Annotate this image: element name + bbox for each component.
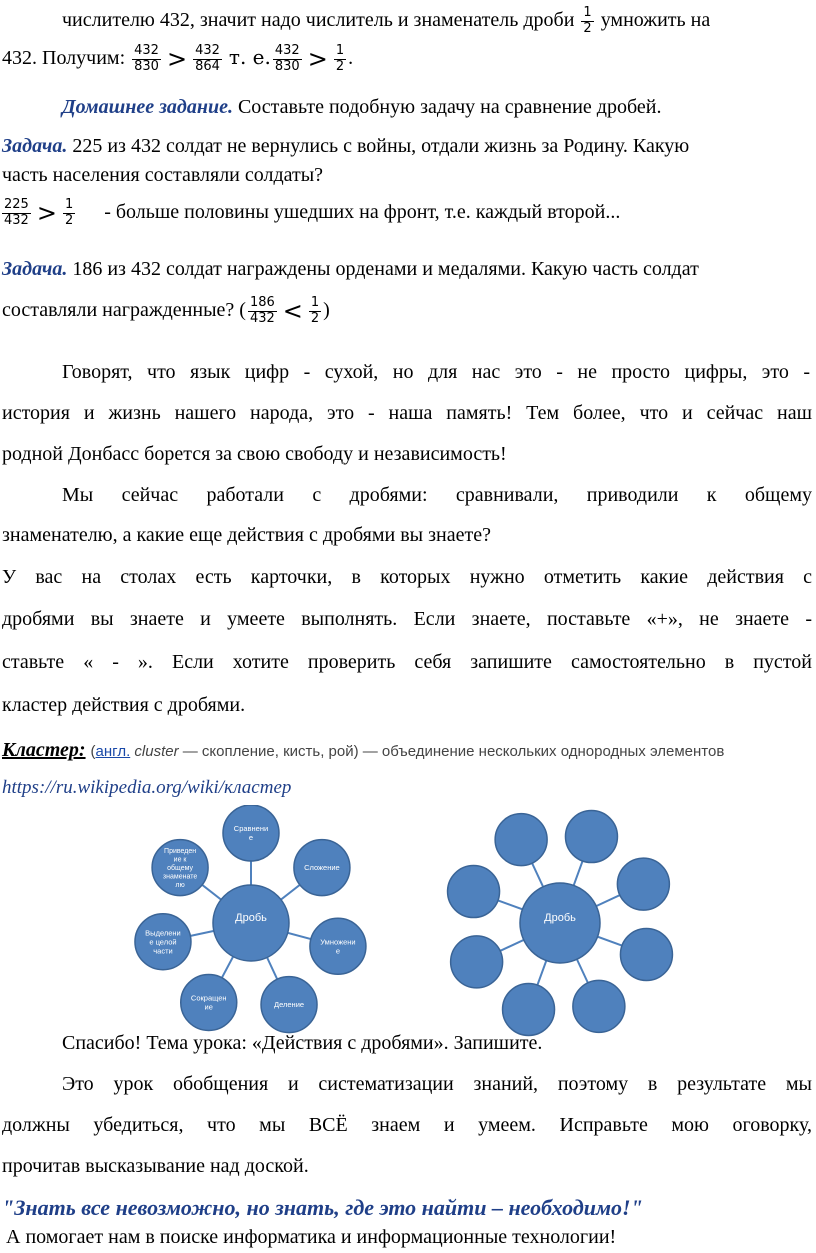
empty-node[interactable] (565, 811, 617, 863)
task1-line-2 (2, 164, 816, 187)
p1-line-3: родной Донбасс борется за свою свободу и независимость! (2, 443, 507, 465)
p2-line-1: Мы сейчас работали с дробями: сравнивали, приводили к общему (62, 484, 812, 506)
task1-text-2: часть населения составляли солдаты? (2, 164, 324, 186)
empty-node[interactable] (495, 814, 547, 866)
fraction-one-half-d: $\frac{1}{2}$ (310, 295, 320, 326)
node-label: знаменате (162, 873, 198, 881)
lang-link[interactable]: англ. (95, 743, 131, 760)
node-label: общему (167, 865, 194, 873)
node-label: е целой (149, 937, 177, 947)
p3-line-2: дробями вы знаете и умеете выполнять. Если знаете, поставьте «+», не знаете - (2, 608, 812, 630)
node-label: Выделени (145, 928, 181, 938)
fraction-432-830: $\frac{432}{830}$ (134, 43, 159, 74)
task2-line-1 (2, 258, 816, 281)
intro-text-a: числителю 432, значит надо числитель и знаменатель дроби (62, 9, 575, 32)
p1-line-1: Говорят, что язык цифр - сухой, но для нас это - не просто цифры, это - (62, 361, 810, 383)
task2-text-2: составляли награжденные? ( (2, 299, 246, 322)
p4-line-3: прочитав высказывание над доской. (2, 1155, 309, 1177)
task1-text-1: 225 из 432 солдат не вернулись с войны, отдали жизнь за Родину. Какую (72, 135, 690, 157)
fraction-186-432: $\frac{186}{432}$ (249, 295, 275, 326)
fraction-one-half-b: $\frac{1}{2}$ (335, 43, 345, 74)
intro-line-1 (62, 6, 816, 37)
node-label: ие (204, 1002, 213, 1012)
cluster-def-text: — скопление, кисть, рой) — объединение нескольких однородных элементов (182, 743, 725, 760)
empty-node[interactable] (503, 983, 555, 1035)
result-label: 432. Получим: (2, 47, 126, 70)
quote: "Знать все невозможно, но знать, где это найти – необходимо!" (2, 1195, 643, 1220)
task1-answer: - больше половины ушедших на фронт, т.е. каждый второй... (104, 201, 621, 224)
p4-line-2: должны убедиться, что мы ВСЁ знаем и умеем. Исправьте мою оговорку, (2, 1114, 812, 1136)
node-label: Сравнени (233, 824, 269, 834)
wiki-link[interactable]: https://ru.wikipedia.org/wiki/кластер (2, 777, 292, 798)
node-label: Приведен (164, 848, 197, 856)
fraction-one-half-c: $\frac{1}{2}$ (64, 197, 74, 228)
task1-line-1 (2, 135, 816, 158)
cluster-diagram-empty (448, 811, 673, 1036)
node-label: е (248, 833, 254, 843)
task2-line-2 (2, 296, 816, 327)
cluster-diagrams (0, 805, 816, 1040)
node-label: ие к (173, 856, 187, 864)
node-label: части (153, 946, 173, 956)
intro-text-b: умножить на (600, 9, 711, 32)
node-label: лю (175, 881, 185, 889)
fraction-432-830-b: $\frac{432}{830}$ (274, 43, 300, 74)
cluster-definition (2, 739, 816, 762)
p3-line-3: ставьте « - ». Если хотите проверить себя запишите самостоятельно в пустой (2, 651, 812, 673)
gt-sign: > (166, 45, 188, 74)
task1-answer-line (0, 198, 816, 229)
fraction-432-864: $\frac{432}{864}$ (195, 43, 220, 74)
task2-text-1: 186 из 432 солдат награждены орденами и медалями. Какую часть солдат (72, 258, 699, 280)
gt-sign-2: > (307, 45, 328, 74)
p3-line-4: кластер действия с дробями. (2, 694, 246, 716)
cluster-label: Кластер: (2, 739, 86, 761)
close-paren: ) (323, 299, 330, 322)
p2-line-2: знаменателю, а какие еще действия с дробями вы знаете? (2, 524, 491, 546)
node-label: Дробь (544, 911, 576, 924)
empty-node[interactable] (573, 980, 625, 1032)
node-label: Умножени (320, 937, 356, 947)
fraction-one-half: $\frac{1}{2}$ (583, 5, 592, 36)
thanks-line: Спасибо! Тема урока: «Действия с дробями». Запишите. (62, 1032, 543, 1054)
homework-line (62, 96, 816, 119)
node-label: Сложение (304, 863, 340, 873)
period: . (348, 47, 354, 70)
empty-node[interactable] (451, 936, 503, 988)
node-label: Сокращен (190, 993, 227, 1003)
task1-label: Задача. (2, 135, 68, 157)
p3-line-1: У вас на столах есть карточки, в которых нужно отметить какие действия с (2, 566, 812, 588)
p4-line-1: Это урок обобщения и систематизации знаний, поэтому в результате мы (62, 1073, 812, 1095)
node-label: е (335, 946, 341, 956)
intro-line-2 (2, 44, 816, 75)
closing-line: А помогает нам в поиске информатика и информационные технологии! (6, 1226, 617, 1248)
node-label: Деление (274, 1000, 305, 1010)
homework-text: Составьте подобную задачу на сравнение дробей. (237, 96, 662, 118)
gt-sign-3: > (36, 199, 57, 228)
te-abbrev: т. е. (228, 45, 271, 70)
empty-node[interactable] (620, 928, 672, 980)
p1-line-2: история и жизнь нашего народа, это - наша память! Тем более, что и сейчас наш (2, 402, 812, 424)
node-label: Дробь (235, 911, 267, 924)
fraction-225-432: $\frac{225}{432}$ (4, 197, 29, 228)
cluster-word: cluster (134, 743, 179, 760)
cluster-paren: ( (90, 743, 96, 760)
cluster-diagram-filled (135, 805, 366, 1033)
empty-node[interactable] (448, 866, 500, 918)
task2-label: Задача. (2, 258, 68, 280)
empty-node[interactable] (617, 858, 669, 910)
homework-title: Домашнее задание. (62, 96, 233, 118)
lt-sign: < (282, 297, 303, 326)
